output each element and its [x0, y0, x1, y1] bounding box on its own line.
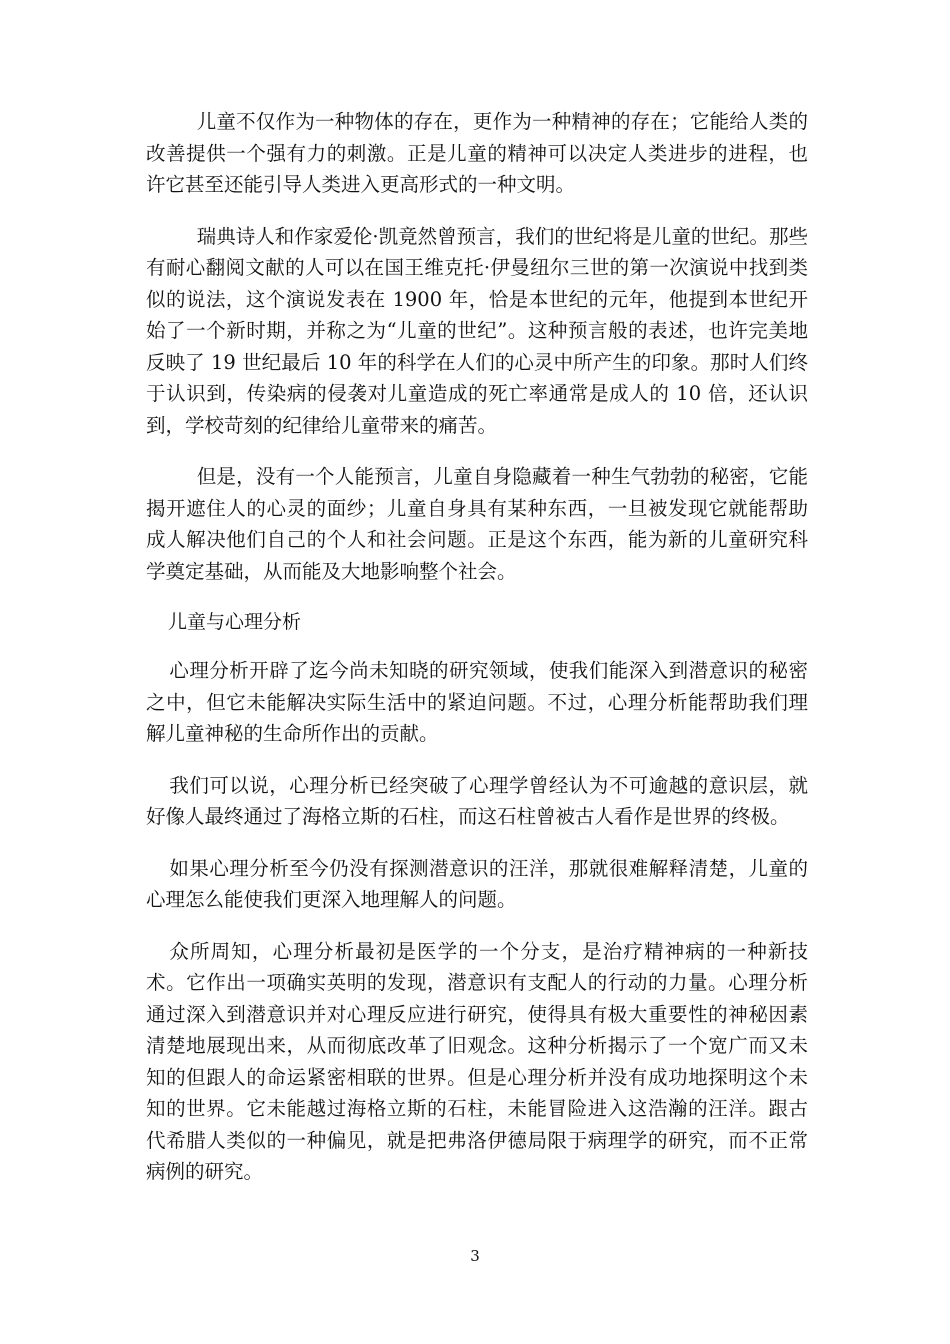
paragraph-section-3: 如果心理分析至今仍没有探测潜意识的汪洋，那就很难解释清楚，儿童的心理怎么能使我们更深入地理解人的问题。: [146, 856, 808, 911]
paragraph-section-2: 我们可以说，心理分析已经突破了心理学曾经认为不可逾越的意识层，就好像人最终通过了海格立斯的石柱，而这石柱曾被古人看作是世界的终极。: [146, 773, 808, 828]
paragraph-section-4: 众所周知，心理分析最初是医学的一个分支，是治疗精神病的一种新技术。它作出一项确实英明的发现，潜意识有支配人的行动的力量。心理分析通过深入到潜意识并对心理反应进行研究，使得具有极大重要性的神秘因素清楚地展现出来，从而彻底改革了旧观念。这种分析揭示了一个宽广而又未知的但跟人的命运紧密相联的世界。但是心理分析并没有成功地探明这个未知的世界。它未能越过海格立斯的石柱，未能冒险进入这浩瀚的汪洋。跟古代希腊人类似的一种偏见，就是把弗洛伊德局限于病理学的研究，而不正常病例的研究。: [146, 939, 808, 1183]
paragraph-section-1: 心理分析开辟了迄今尚未知晓的研究领域，使我们能深入到潜意识的秘密之中，但它未能解决实际生活中的紧迫问题。不过，心理分析能帮助我们理解儿童神秘的生命所作出的贡献。: [146, 659, 808, 745]
page-number: 3: [470, 1247, 480, 1265]
section-heading: 儿童与心理分析: [168, 611, 302, 633]
paragraph-intro-3: 但是，没有一个人能预言，儿童自身隐藏着一种生气勃勃的秘密，它能揭开遮住人的心灵的面纱；儿童自身具有某种东西，一旦被发现它就能帮助成人解决他们自己的个人和社会问题。正是这个东西，能为新的儿童研究科学奠定基础，从而能及大地影响整个社会。: [146, 465, 808, 583]
paragraph-intro-1: 儿童不仅作为一种物体的存在，更作为一种精神的存在；它能给人类的改善提供一个强有力的刺激。正是儿童的精神可以决定人类进步的进程，也许它甚至还能引导人类进入更高形式的一种文明。: [146, 110, 808, 196]
page-body: [146, 106, 808, 1208]
paragraph-intro-2: 瑞典诗人和作家爱伦·凯竟然曾预言，我们的世纪将是儿童的世纪。那些有耐心翻阅文献的人可以在国王维克托·伊曼纽尔三世的第一次演说中找到类似的说法，这个演说发表在 1900 年，恰是本世纪的元年，他提到本世纪开始了一个新时期，并称之为“儿童的世纪”。这种预言般的表述，也许完美地反映了 19 世纪最后 10 年的科学在人们的心灵中所产生的印象。那时人们终于认识到，传染病的侵袭对儿童造成的死亡率通常是成人的 10 倍，还认识到，学校苛刻的纪律给儿童带来的痛苦。: [146, 224, 808, 437]
